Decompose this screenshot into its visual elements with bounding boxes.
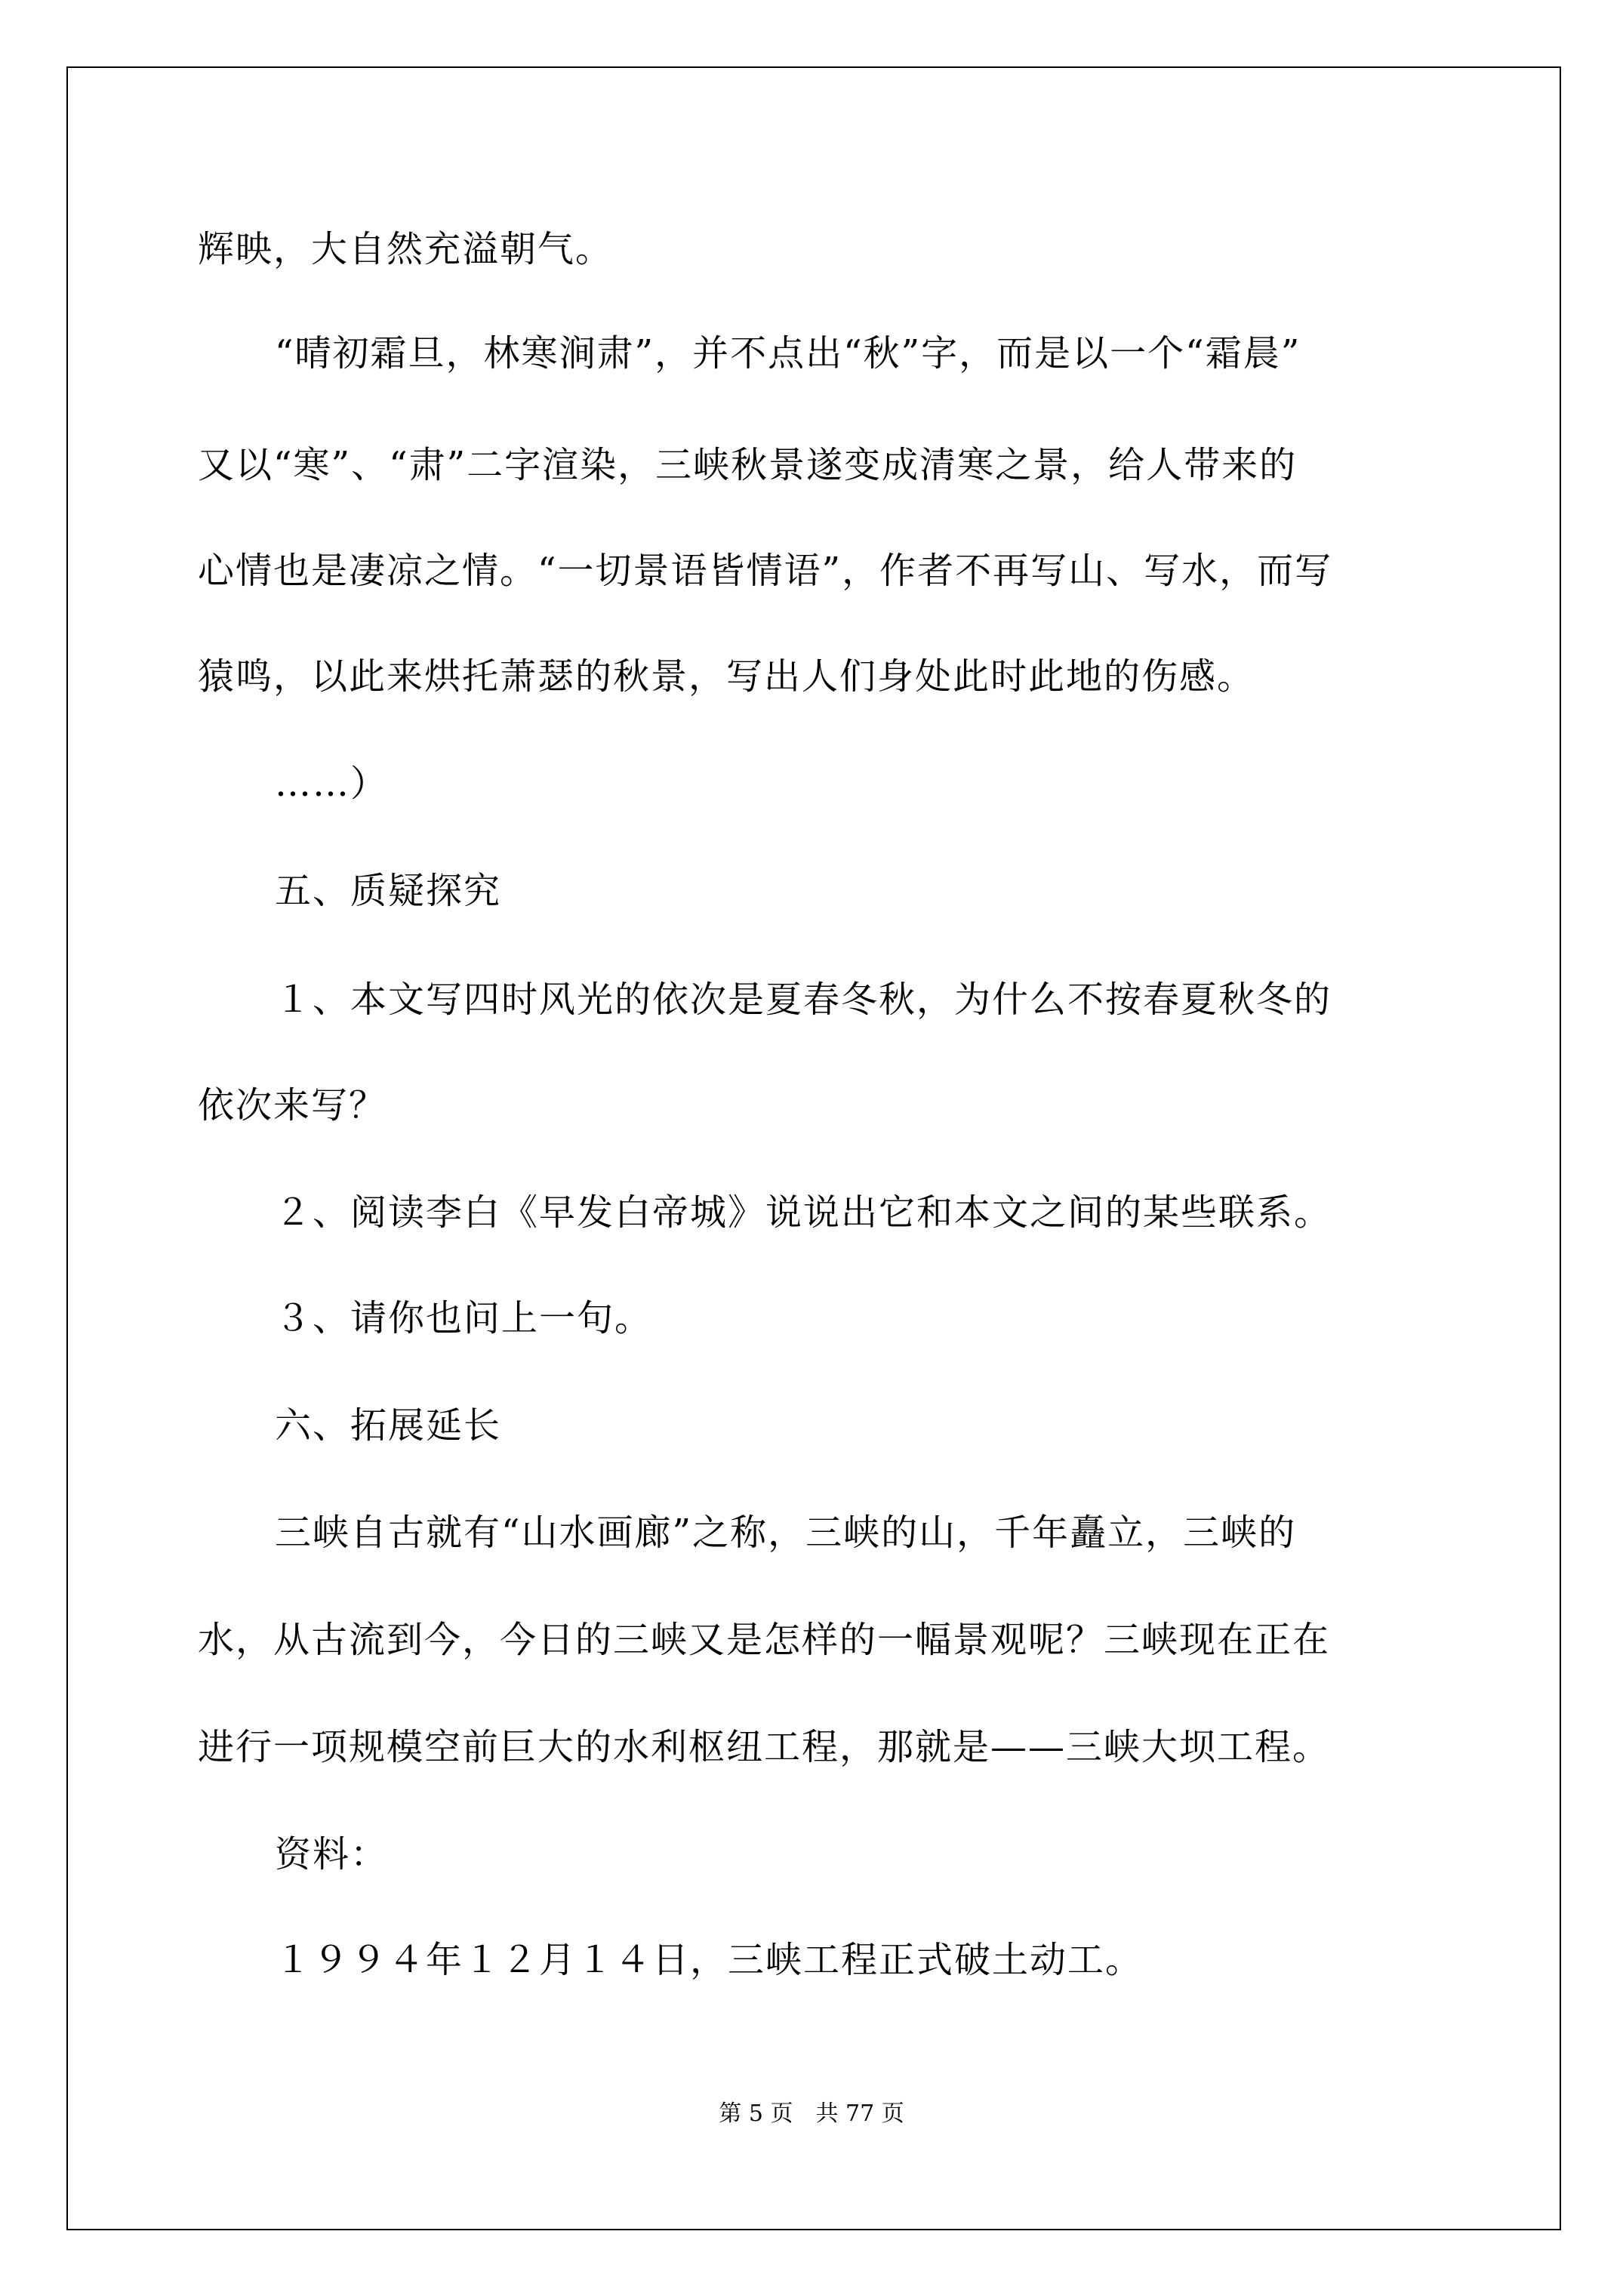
page-number-footer: 第 5 页 共 77 页 <box>719 2100 904 2127</box>
paragraph-line-7: 三峡自古就有“山水画廊”之称，三峡的山，千年矗立，三峡的 <box>275 1512 1297 1554</box>
question-2: ２、阅读李白《早发白帝城》说说出它和本文之间的某些联系。 <box>275 1191 1332 1234</box>
paragraph-line-2: “晴初霜旦，林寒涧肃”，并不点出“秋”字，而是以一个“霜晨” <box>275 332 1301 374</box>
section-heading-5: 五、质疑探究 <box>275 870 502 912</box>
paragraph-line-4: 心情也是凄凉之情。“一切景语皆情语”，作者不再写山、写水，而写 <box>198 550 1333 592</box>
question-3: ３、请你也问上一句。 <box>275 1297 653 1339</box>
paragraph-line-5: 猿鸣，以此来烘托萧瑟的秋景，写出人们身处此时此地的伤感。 <box>198 655 1255 698</box>
material-heading: 资料： <box>275 1833 389 1875</box>
question-1-line-2: 依次来写？ <box>198 1084 387 1126</box>
question-1-line-1: １、本文写四时风光的依次是夏春冬秋，为什么不按春夏秋冬的 <box>275 978 1332 1021</box>
material-line-1: １９９４年１２月１４日，三峡工程正式破土动工。 <box>275 1939 1144 1981</box>
paragraph-line-8: 水，从古流到今，今日的三峡又是怎样的一幅景观呢？三峡现在正在 <box>198 1619 1331 1661</box>
paragraph-line-3: 又以“寒”、“肃”二字渲染，三峡秋景遂变成清寒之景，给人带来的 <box>198 444 1298 486</box>
paragraph-line-1: 辉映，大自然充溢朝气。 <box>198 228 614 270</box>
paragraph-line-9: 进行一项规模空前巨大的水利枢纽工程，那就是——三峡大坝工程。 <box>198 1726 1331 1768</box>
section-heading-6: 六、拓展延长 <box>275 1404 502 1447</box>
page-border <box>66 66 1561 2230</box>
paragraph-line-6: ……） <box>275 763 389 805</box>
